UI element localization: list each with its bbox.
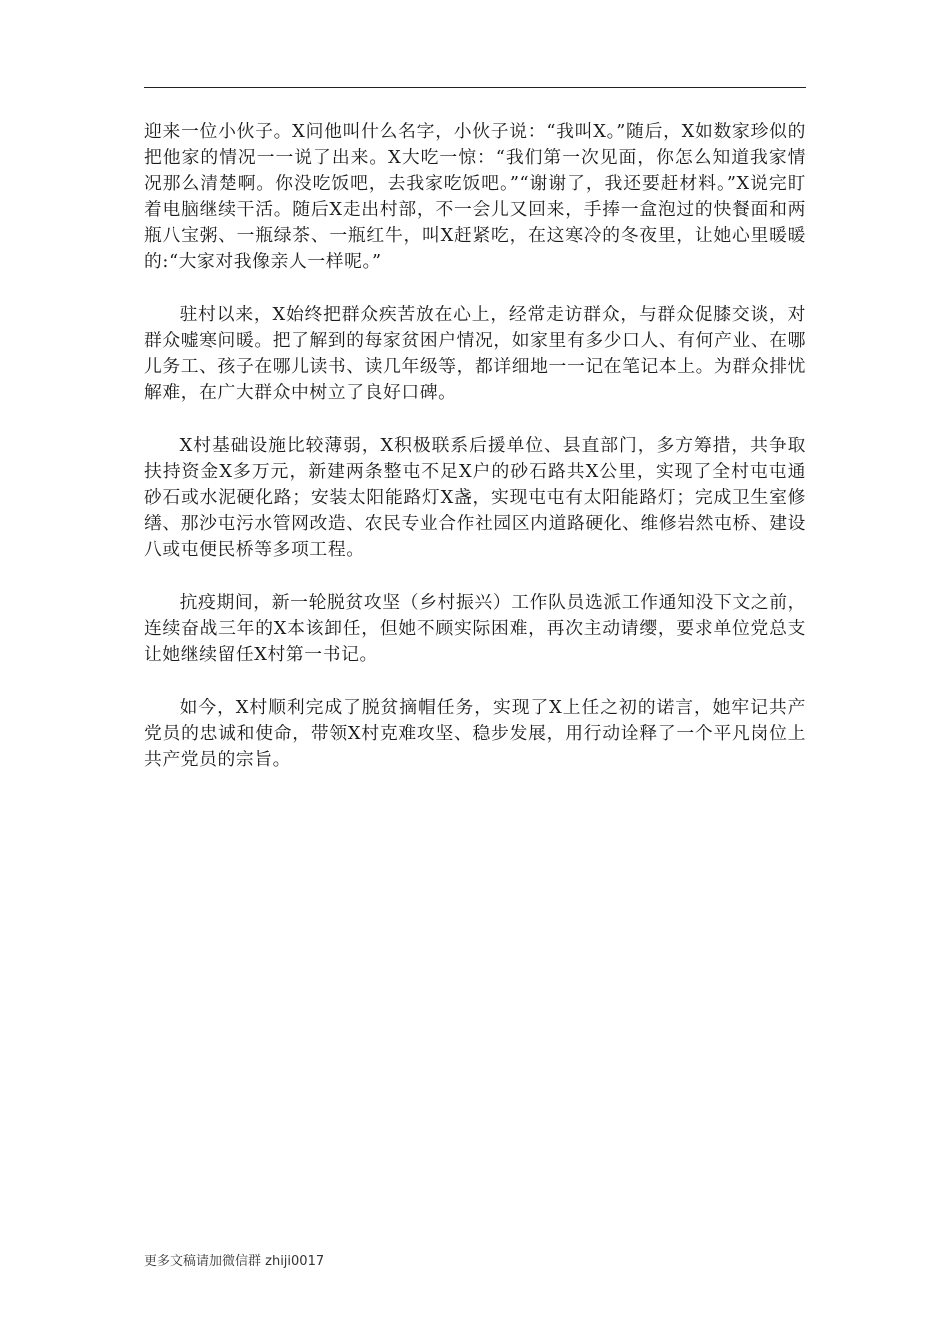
document-body xyxy=(144,119,806,800)
footer-note: 更多文稿请加微信群 zhiji0017 xyxy=(144,1254,325,1269)
paragraph-2: 驻村以来，X始终把群众疾苦放在心上，经常走访群众，与群众促膝交谈，对群众嘘寒问暖。把了解到的每家贫困户情况，如家里有多少口人、有何产业、在哪儿务工、孩子在哪儿读书、读几年级等，都详细地一一记在笔记本上。为群众排忧解难，在广大群众中树立了良好口碑。 xyxy=(144,304,806,403)
paragraph-1: 迎来一位小伙子。X问他叫什么名字，小伙子说：“我叫X。”随后，X如数家珍似的把他家的情况一一说了出来。X大吃一惊：“我们第一次见面，你怎么知道我家情况那么清楚啊。你没吃饭吧，去我家吃饭吧。”“谢谢了，我还要赶材料。”X说完盯着电脑继续干活。随后X走出村部，不一会儿又回来，手捧一盒泡过的快餐面和两瓶八宝粥、一瓶绿茶、一瓶红牛，叫X赶紧吃，在这寒冷的冬夜里，让她心里暖暖的:“大家对我像亲人一样呢。” xyxy=(144,121,806,272)
paragraph-4: 抗疫期间，新一轮脱贫攻坚（乡村振兴）工作队员选派工作通知没下文之前，连续奋战三年的X本该卸任，但她不顾实际困难，再次主动请缨，要求单位党总支让她继续留任X村第一书记。 xyxy=(144,592,806,665)
header-rule xyxy=(144,87,806,88)
paragraph-3: X村基础设施比较薄弱，X积极联系后援单位、县直部门，多方筹措，共争取扶持资金X多万元，新建两条整屯不足X户的砂石路共X公里，实现了全村屯屯通砂石或水泥硬化路；安装太阳能路灯X盏，实现屯屯有太阳能路灯；完成卫生室修缮、那沙屯污水管网改造、农民专业合作社园区内道路硬化、维修岩然屯桥、建设八或屯便民桥等多项工程。 xyxy=(144,435,806,560)
paragraph-5: 如今，X村顺利完成了脱贫摘帽任务，实现了X上任之初的诺言，她牢记共产党员的忠诚和使命，带领X村克难攻坚、稳步发展，用行动诠释了一个平凡岗位上共产党员的宗旨。 xyxy=(144,697,806,770)
